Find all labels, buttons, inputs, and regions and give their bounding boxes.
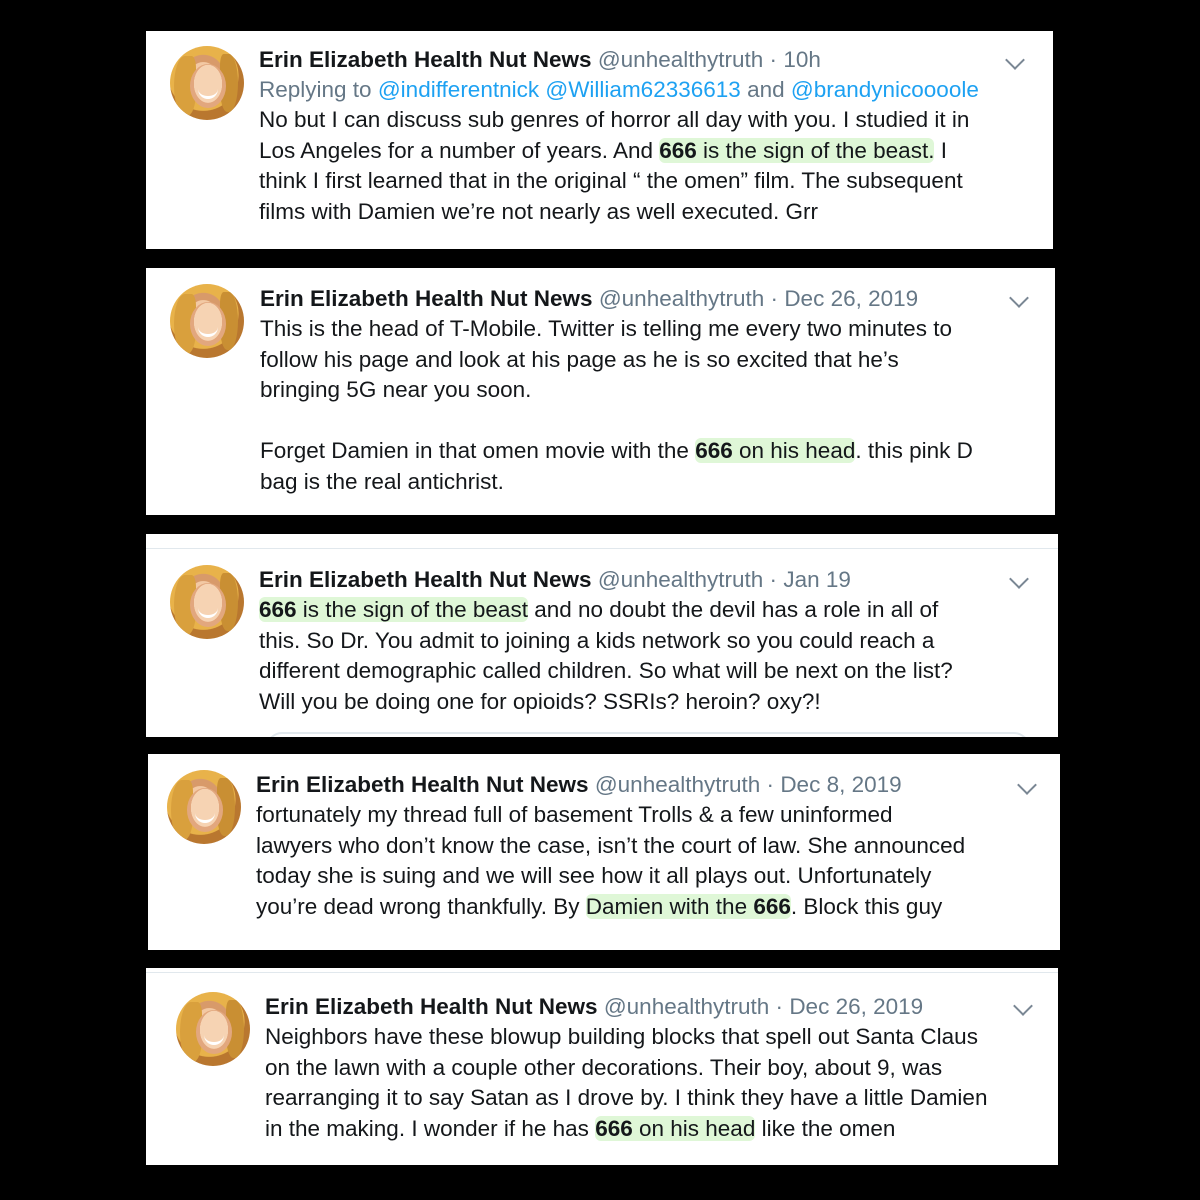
tweet-text-line: today she is suing and we will see how it all plays out. Unfortunately [256, 863, 932, 888]
author-handle[interactable]: @unhealthytruth [597, 567, 764, 592]
tweet-text-line: you’re dead wrong thankfully. By Damien with the 666. Block this guy [256, 893, 943, 919]
author-avatar[interactable] [170, 565, 244, 639]
tweet-text [260, 314, 973, 497]
author-name[interactable]: Erin Elizabeth Health Nut News [259, 567, 592, 592]
replying-to-label: Replying to [259, 77, 372, 102]
separator-dot: · [769, 567, 778, 592]
highlighted-phrase: 666 on his head [595, 1115, 756, 1141]
tweet-text [256, 800, 965, 922]
tweet-text [265, 1022, 987, 1144]
tweet-text-line: different demographic called children. So what will be next on the list? [259, 658, 953, 683]
tweet-text-line: Forget Damien in that omen movie with the 666 on his head. this pink D [260, 438, 973, 463]
chevron-down-icon[interactable] [1009, 569, 1029, 589]
author-avatar[interactable] [176, 992, 250, 1066]
highlighted-phrase: Damien with the 666 [585, 893, 791, 919]
separator-dot: · [775, 994, 784, 1019]
highlighted-phrase: 666 on his head [695, 438, 856, 463]
tweet-text [259, 595, 953, 717]
tweet-text-line: bringing 5G near you soon. [260, 377, 532, 402]
author-avatar[interactable] [167, 770, 241, 844]
tweet-text-line: rearranging it to say Satan as I drove by. I think they have a little Damien [265, 1085, 988, 1110]
tweet-card [146, 31, 1053, 249]
tweet-header [260, 284, 973, 314]
author-avatar[interactable] [170, 46, 244, 120]
tweet-header [259, 45, 979, 75]
tweet-text-line: bag is the real antichrist. [260, 468, 504, 494]
separator-dot: · [770, 286, 779, 311]
quoted-tweet-edge [266, 732, 1030, 737]
tweet-card [146, 534, 1058, 737]
tweet-text-line: films with Damien we’re not nearly as well executed. Grr [259, 198, 818, 224]
tweet-text-line: think I first learned that in the original “ the omen” film. The subsequent [259, 168, 963, 193]
tweet-text-line: lawyers who don’t know the case, isn’t the court of law. She announced [256, 832, 966, 858]
author-handle[interactable]: @unhealthytruth [603, 994, 770, 1019]
tweet-text-line: Neighbors have these blowup building blocks that spell out Santa Claus [265, 1024, 978, 1049]
tweet-header [265, 992, 987, 1022]
tweet-card [148, 754, 1060, 950]
tweet-text-line: 666 is the sign of the beast and no doubt the devil has a role in all of [259, 597, 939, 622]
tweet-text-line [260, 406, 973, 437]
author-handle[interactable]: @unhealthytruth [598, 286, 765, 311]
tweet-timestamp[interactable]: Dec 26, 2019 [789, 994, 924, 1019]
author-handle[interactable]: @unhealthytruth [597, 47, 764, 72]
author-name[interactable]: Erin Elizabeth Health Nut News [260, 286, 593, 311]
tweet-timestamp[interactable]: Dec 8, 2019 [780, 772, 902, 797]
tweet-text-line: fortunately my thread full of basement Trolls & a few uninformed [256, 802, 893, 827]
tweet-timestamp[interactable]: Jan 19 [783, 567, 851, 592]
tweet-text-line: this. So Dr. You admit to joining a kids network so you could reach a [259, 627, 935, 653]
reply-user-link[interactable]: @brandynicoooole [790, 77, 979, 102]
tweet-text-line: in the making. I wonder if he has 666 on his head like the omen [265, 1115, 896, 1141]
tweet-timestamp[interactable]: Dec 26, 2019 [784, 286, 919, 311]
tweet-header [259, 565, 953, 595]
tweet-text-line: Will you be doing one for opioids? SSRIs? heroin? oxy?! [259, 688, 821, 714]
reply-users-link[interactable]: @indifferentnick @William62336613 [377, 77, 741, 102]
author-name[interactable]: Erin Elizabeth Health Nut News [256, 772, 589, 797]
chevron-down-icon[interactable] [1013, 996, 1033, 1016]
author-name[interactable]: Erin Elizabeth Health Nut News [259, 47, 592, 72]
divider [146, 972, 1058, 973]
chevron-down-icon[interactable] [1017, 775, 1037, 795]
highlighted-phrase: 666 is the sign of the beast [259, 597, 528, 622]
divider [146, 548, 1058, 549]
tweet-text [259, 105, 979, 227]
tweet-text-line: on the lawn with a couple other decorations. Their boy, about 9, was [265, 1054, 943, 1080]
author-name[interactable]: Erin Elizabeth Health Nut News [265, 994, 598, 1019]
author-handle[interactable]: @unhealthytruth [594, 772, 761, 797]
separator-dot: · [769, 47, 778, 72]
chevron-down-icon[interactable] [1005, 50, 1025, 70]
tweet-text-line: follow his page and look at his page as he is so excited that he’s [260, 346, 899, 372]
tweet-card [146, 268, 1055, 515]
highlighted-phrase: 666 is the sign of the beast. [659, 137, 935, 163]
tweet-text-line: This is the head of T-Mobile. Twitter is telling me every two minutes to [260, 316, 952, 341]
reply-context [259, 75, 979, 105]
tweet-timestamp[interactable]: 10h [783, 47, 821, 72]
tweet-text-line: Los Angeles for a number of years. And 666 is the sign of the beast. I [259, 137, 947, 163]
tweet-text-line: No but I can discuss sub genres of horror all day with you. I studied it in [259, 107, 970, 132]
separator-dot: · [766, 772, 775, 797]
chevron-down-icon[interactable] [1009, 288, 1029, 308]
author-avatar[interactable] [170, 284, 244, 358]
reply-and-label: and [747, 77, 785, 102]
tweet-header [256, 770, 965, 800]
tweet-card [146, 968, 1058, 1165]
